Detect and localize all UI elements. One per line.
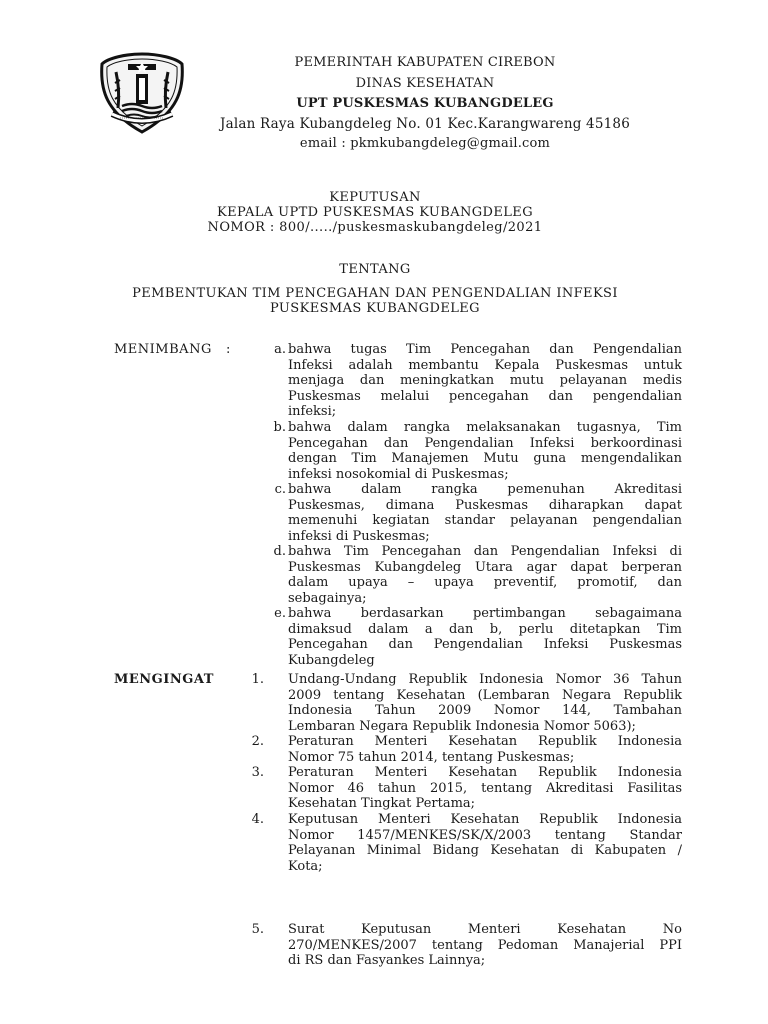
item-line: bahwa berdasarkan pertimbangan sebagaimana <box>288 606 682 621</box>
decision-number: NOMOR : 800/...../puskesmaskubangdeleg/2021 <box>207 220 543 235</box>
item-line: menjaga dan meningkatkan mutu pelayanan medis <box>288 373 682 388</box>
item-line: bahwa Tim Pencegahan dan Pengendalian Infeksi di <box>288 544 682 559</box>
item-marker: a. <box>274 342 286 357</box>
item-line: sebagainya; <box>288 590 367 606</box>
item-line: 2009 tentang Kesehatan (Lembaran Negara Republik <box>288 687 682 703</box>
item-line: Peraturan Menteri Kesehatan Republik Indonesia <box>288 765 682 780</box>
item-marker: d. <box>273 544 286 559</box>
cirebon-seal-logo <box>98 50 186 136</box>
item-marker: c. <box>274 482 286 497</box>
item-line: Undang-Undang Republik Indonesia Nomor 36 Tahun <box>288 672 682 687</box>
mengingat-label: MENGINGAT <box>114 672 214 687</box>
item-line: Pencegahan dan Pengendalian Infeksi berkoordinasi <box>288 435 682 451</box>
header-institution: UPT PUSKESMAS KUBANGDELEG <box>296 96 554 111</box>
item-marker: e. <box>274 606 286 621</box>
item-line: bahwa dalam rangka melaksanakan tugasnya, Tim <box>288 420 682 435</box>
item-line: bahwa tugas Tim Pencegahan dan Pengendalian <box>288 342 682 357</box>
item-line: Puskesmas, dimana Puskesmas diharapkan dapat <box>288 497 682 513</box>
item-marker: 2. <box>251 734 264 749</box>
decision-subject-line-1: PEMBENTUKAN TIM PENCEGAHAN DAN PENGENDALIAN INFEKSI <box>132 286 618 301</box>
item-line: 270/MENKES/2007 tentang Pedoman Manajerial PPI <box>288 937 682 953</box>
item-line: Kota; <box>288 858 323 874</box>
item-line: Indonesia Tahun 2009 Nomor 144, Tambahan <box>288 703 682 718</box>
item-line: memenuhi kegiatan standar pelayanan pengendalian <box>288 513 682 528</box>
item-line: dimaksud dalam a dan b, perlu ditetapkan Tim <box>288 621 682 637</box>
item-line: Puskesmas Kubangdeleg Utara agar dapat berperan <box>288 559 682 575</box>
item-line: Pelayanan Minimal Bidang Kesehatan di Kabupaten / <box>288 843 682 858</box>
decision-about-label: TENTANG <box>339 262 411 277</box>
item-line: di RS dan Fasyankes Lainnya; <box>288 953 486 968</box>
header-email: email : pkmkubangdeleg@gmail.com <box>299 136 551 151</box>
item-line: infeksi di Puskesmas; <box>288 528 430 544</box>
item-line: Kubangdeleg <box>288 652 375 668</box>
item-line: dalam upaya – upaya preventif, promotif, dan <box>288 575 682 590</box>
item-line: Nomor 1457/MENKES/SK/X/2003 tentang Standar <box>288 827 682 843</box>
item-line: infeksi nosokomial di Puskesmas; <box>288 466 509 482</box>
decision-issuer: KEPALA UPTD PUSKESMAS KUBANGDELEG <box>217 205 533 220</box>
menimbang-colon: : <box>226 342 231 357</box>
item-line: infeksi; <box>288 404 337 419</box>
item-line: Lembaran Negara Republik Indonesia Nomor 5063); <box>288 718 636 734</box>
item-line: Infeksi adalah membantu Kepala Puskesmas untuk <box>288 357 682 373</box>
item-line: Kesehatan Tingkat Pertama; <box>288 796 476 811</box>
header-department: DINAS KESEHATAN <box>355 76 495 91</box>
item-line: Nomor 46 tahun 2015, tentang Akreditasi Fasilitas <box>288 780 682 796</box>
item-marker: 5. <box>251 922 264 937</box>
item-line: Peraturan Menteri Kesehatan Republik Indonesia <box>288 734 682 749</box>
item-marker: 3. <box>251 765 264 780</box>
decision-title: KEPUTUSAN <box>329 190 421 205</box>
item-line: dengan Tim Manajemen Mutu guna mengendalikan <box>288 451 682 466</box>
item-marker: 1. <box>251 672 264 687</box>
item-marker: 4. <box>251 812 264 827</box>
item-line: Nomor 75 tahun 2014, tentang Puskesmas; <box>288 749 575 765</box>
item-marker: b. <box>273 420 286 435</box>
item-line: Surat Keputusan Menteri Kesehatan No <box>288 922 682 937</box>
item-line: bahwa dalam rangka pemenuhan Akreditasi <box>288 482 682 497</box>
decision-subject-line-2: PUSKESMAS KUBANGDELEG <box>270 301 480 316</box>
item-line: Keputusan Menteri Kesehatan Republik Indonesia <box>288 812 682 827</box>
header-government: PEMERINTAH KABUPATEN CIREBON <box>294 55 556 70</box>
item-line: Puskesmas melalui pencegahan dan pengendalian <box>288 388 682 404</box>
item-line: Pencegahan dan Pengendalian Infeksi Puskesmas <box>288 637 682 652</box>
header-address: Jalan Raya Kubangdeleg No. 01 Kec.Karangwareng 45186 <box>220 116 630 132</box>
menimbang-label: MENIMBANG <box>114 342 212 357</box>
